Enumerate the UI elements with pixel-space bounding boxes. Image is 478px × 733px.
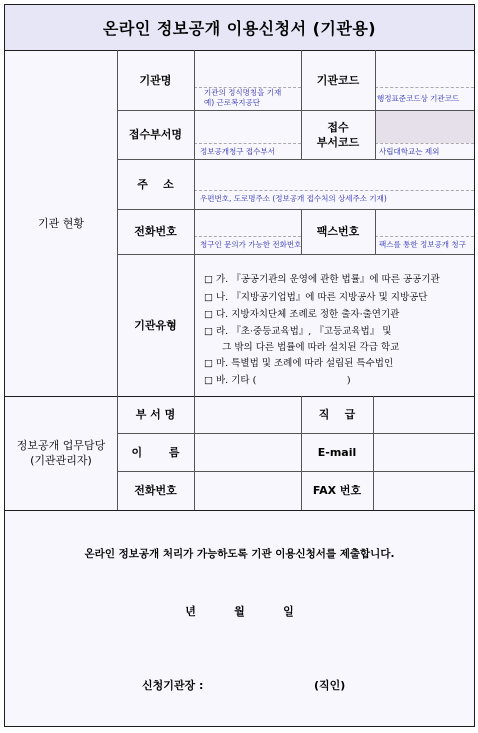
dept-name-field[interactable] <box>194 110 301 143</box>
form-title: 온라인 정보공개 이용신청서 (기관용) <box>5 5 474 51</box>
signer-label: 신청기관장 : <box>142 679 204 692</box>
agency-name-hint: 기관의 정식명칭을 기재 예) 근로복지공단 <box>204 88 282 107</box>
manager-position-field[interactable] <box>373 396 474 433</box>
seal-label: (직인) <box>314 679 346 692</box>
dept-code-field[interactable] <box>375 110 474 143</box>
dept-name-label: 접수부서명 <box>128 128 183 141</box>
date-line: 년 월 일 <box>185 605 294 618</box>
type-option-c[interactable]: □ 다. 지방자치단체 조례로 정한 출자·출연기관 <box>204 309 400 320</box>
address-field[interactable] <box>194 159 474 190</box>
dept-code-hint: 사립대학교는 제외 <box>379 147 440 156</box>
agency-name-label: 기관명 <box>139 73 172 87</box>
phone-hint: 청구인 문의가 가능한 전화번호 <box>200 240 302 249</box>
address-label: 주 소 <box>137 177 174 191</box>
agency-section-label: 기관 현황 <box>37 216 84 230</box>
submission-statement: 온라인 정보공개 처리가 가능하도록 기관 이용신청서를 제출합니다. <box>84 548 395 560</box>
dept-code-label: 접수 부서코드 <box>316 120 360 149</box>
manager-fax-label: FAX 번호 <box>312 484 362 497</box>
manager-phone-label: 전화번호 <box>134 484 177 497</box>
manager-dept-field[interactable] <box>194 396 301 433</box>
manager-email-label: E-mail <box>317 445 357 459</box>
agency-type-label: 기관유형 <box>134 318 177 332</box>
fax-field[interactable] <box>375 209 474 236</box>
agency-name-field[interactable] <box>194 50 301 87</box>
type-option-f[interactable]: □ 바. 기타 ( ) <box>204 375 351 386</box>
address-hint: 우편번호, 도로명주소 (정보공개 접수처의 상세주소 기재) <box>200 194 387 203</box>
phone-label: 전화번호 <box>134 225 177 238</box>
phone-field[interactable] <box>194 209 301 236</box>
manager-section-label: 정보공개 업무담당 (기관관리자) <box>16 439 106 467</box>
type-option-b[interactable]: □ 나. 『지방공기업법』에 따른 지방공사 및 지방공단 <box>204 292 428 303</box>
agency-code-hint: 행정표준코드상 기관코드 <box>377 94 460 103</box>
manager-name-field[interactable] <box>194 433 301 471</box>
application-form <box>4 4 475 727</box>
manager-name-label: 이 름 <box>131 445 180 459</box>
manager-dept-label: 부 서 명 <box>135 408 176 421</box>
manager-position-label: 직 급 <box>318 408 356 421</box>
type-option-d-cont: 그 밖의 다른 법률에 따라 설치된 각급 학교 <box>204 342 400 353</box>
fax-hint: 팩스를 통한 정보공개 청구 <box>379 240 466 249</box>
fax-label: 팩스번호 <box>316 225 360 238</box>
type-option-d[interactable]: □ 라. 『초·중등교육법』, 『고등교육법』 및 <box>204 326 392 337</box>
manager-phone-field[interactable] <box>194 471 301 510</box>
agency-code-label: 기관코드 <box>316 73 360 87</box>
agency-code-field[interactable] <box>375 50 474 87</box>
manager-fax-field[interactable] <box>373 471 474 510</box>
type-option-a[interactable]: □ 가. 『공공기관의 운영에 관한 법률』에 따른 공공기관 <box>204 274 440 285</box>
type-option-e[interactable]: □ 마. 특별법 및 조례에 따라 설립된 특수법인 <box>204 358 394 369</box>
dept-name-hint: 정보공개청구 접수부서 <box>200 147 275 156</box>
manager-email-field[interactable] <box>373 433 474 471</box>
